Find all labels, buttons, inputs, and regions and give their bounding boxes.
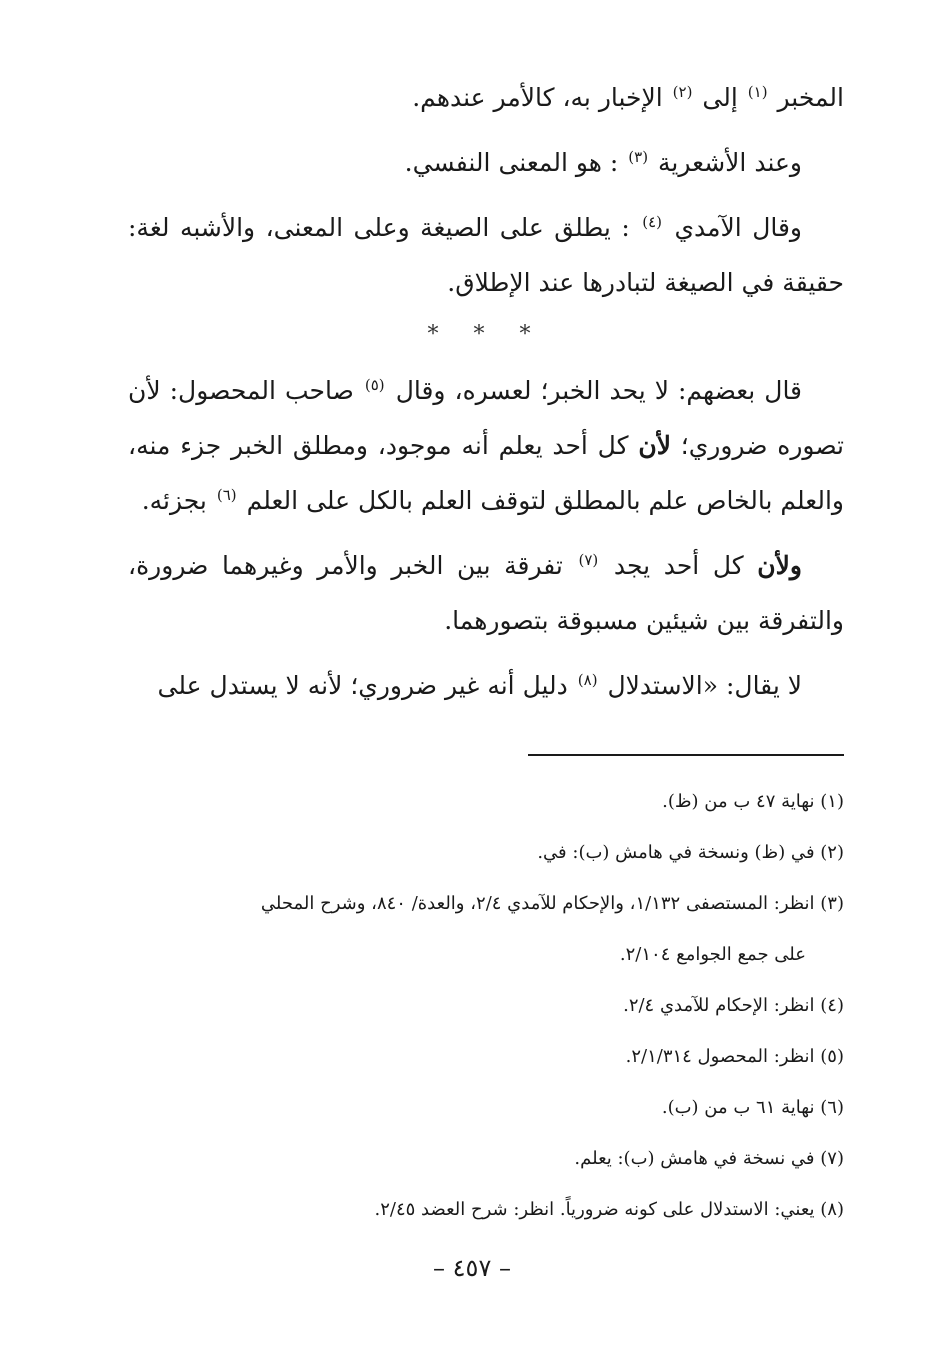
footnote-ref-5: (٥) bbox=[364, 375, 385, 394]
text: : يطلق على الصيغة وعلى المعنى، والأشبه لغة: حقيقة في الصيغة لتبادرها عند الإطلاق. bbox=[128, 213, 844, 297]
text: وعند الأشعرية bbox=[658, 148, 802, 177]
footnote-2: (٢) في (ظ) ونسخة في هامش (ب): في. bbox=[537, 842, 844, 863]
text: إلى bbox=[702, 83, 738, 112]
text: الإخبار به، كالأمر عندهم. bbox=[412, 83, 663, 112]
page-number: – ٤٥٧ – bbox=[433, 1254, 511, 1282]
text: دليل أنه غير ضروري؛ لأنه لا يستدل على bbox=[157, 671, 568, 700]
footnote-ref-6: (٦) bbox=[216, 485, 237, 504]
footnote-3: (٣) انظر: المستصفى ١/١٣٢، والإحكام للآمدي ٢/٤، والعدة/ ٨٤٠، وشرح المحلي bbox=[260, 893, 844, 914]
bold-text: لأن bbox=[638, 431, 671, 460]
footnote-ref-4: (٤) bbox=[642, 212, 662, 231]
footnote-ref-7: (٧) bbox=[578, 550, 599, 569]
paragraph-4 bbox=[128, 363, 844, 528]
paragraph-3 bbox=[128, 200, 844, 310]
text: تفرقة بين الخبر والأمر وغيرهما ضرورة، والتفرقة بين شيئين مسبوقة بتصورهما. bbox=[128, 551, 844, 635]
paragraph-2 bbox=[128, 135, 844, 190]
footnotes bbox=[128, 776, 844, 1235]
text: المخبر bbox=[777, 83, 844, 112]
text: كل أحد يعلم أنه موجود، ومطلق الخبر جزء منه، والعلم بالخاص علم بالمطلق لتوقف العلم بالكل على العلم bbox=[128, 431, 844, 515]
text: كل أحد يجد bbox=[613, 551, 744, 580]
text: : هو المعنى النفسي. bbox=[404, 148, 619, 177]
footnote-4: (٤) انظر: الإحكام للآمدي ٢/٤. bbox=[623, 995, 844, 1016]
footnote-1: (١) نهاية ٤٧ ب من (ظ). bbox=[662, 791, 844, 812]
text: قال بعضهم: لا يحد الخبر؛ لعسره، وقال bbox=[395, 376, 803, 405]
bold-text: ولأن bbox=[757, 551, 802, 580]
footnote-ref-2: (٢) bbox=[672, 82, 693, 101]
footnote-5: (٥) انظر: المحصول ٢/١/٣١٤. bbox=[625, 1046, 844, 1067]
paragraph-6 bbox=[128, 658, 844, 713]
text: لا يقال: «الاستدلال bbox=[607, 671, 802, 700]
footnote-6: (٦) نهاية ٦١ ب من (ب). bbox=[661, 1097, 844, 1118]
text: صاحب المحصول: لأن تصوره ضروري؛ bbox=[128, 376, 844, 460]
footnote-8: (٨) يعني: الاستدلال على كونه ضرورياً. انظر: شرح العضد ٢/٤٥. bbox=[374, 1199, 844, 1220]
paragraph-1 bbox=[128, 70, 844, 125]
paragraph-5 bbox=[128, 538, 844, 648]
text: وقال الآمدي bbox=[674, 213, 802, 242]
footnote-ref-8: (٨) bbox=[577, 670, 598, 689]
footnote-7: (٧) في نسخة في هامش (ب): يعلم. bbox=[574, 1148, 844, 1169]
section-divider-stars: * * * bbox=[427, 322, 545, 347]
footnote-ref-3: (٣) bbox=[628, 147, 649, 166]
footnote-separator bbox=[528, 754, 844, 756]
footnote-ref-1: (١) bbox=[747, 82, 768, 101]
text: بجزئه. bbox=[141, 486, 207, 515]
footnote-3-continuation: على جمع الجوامع ٢/١٠٤. bbox=[619, 944, 806, 965]
main-text bbox=[128, 70, 844, 723]
